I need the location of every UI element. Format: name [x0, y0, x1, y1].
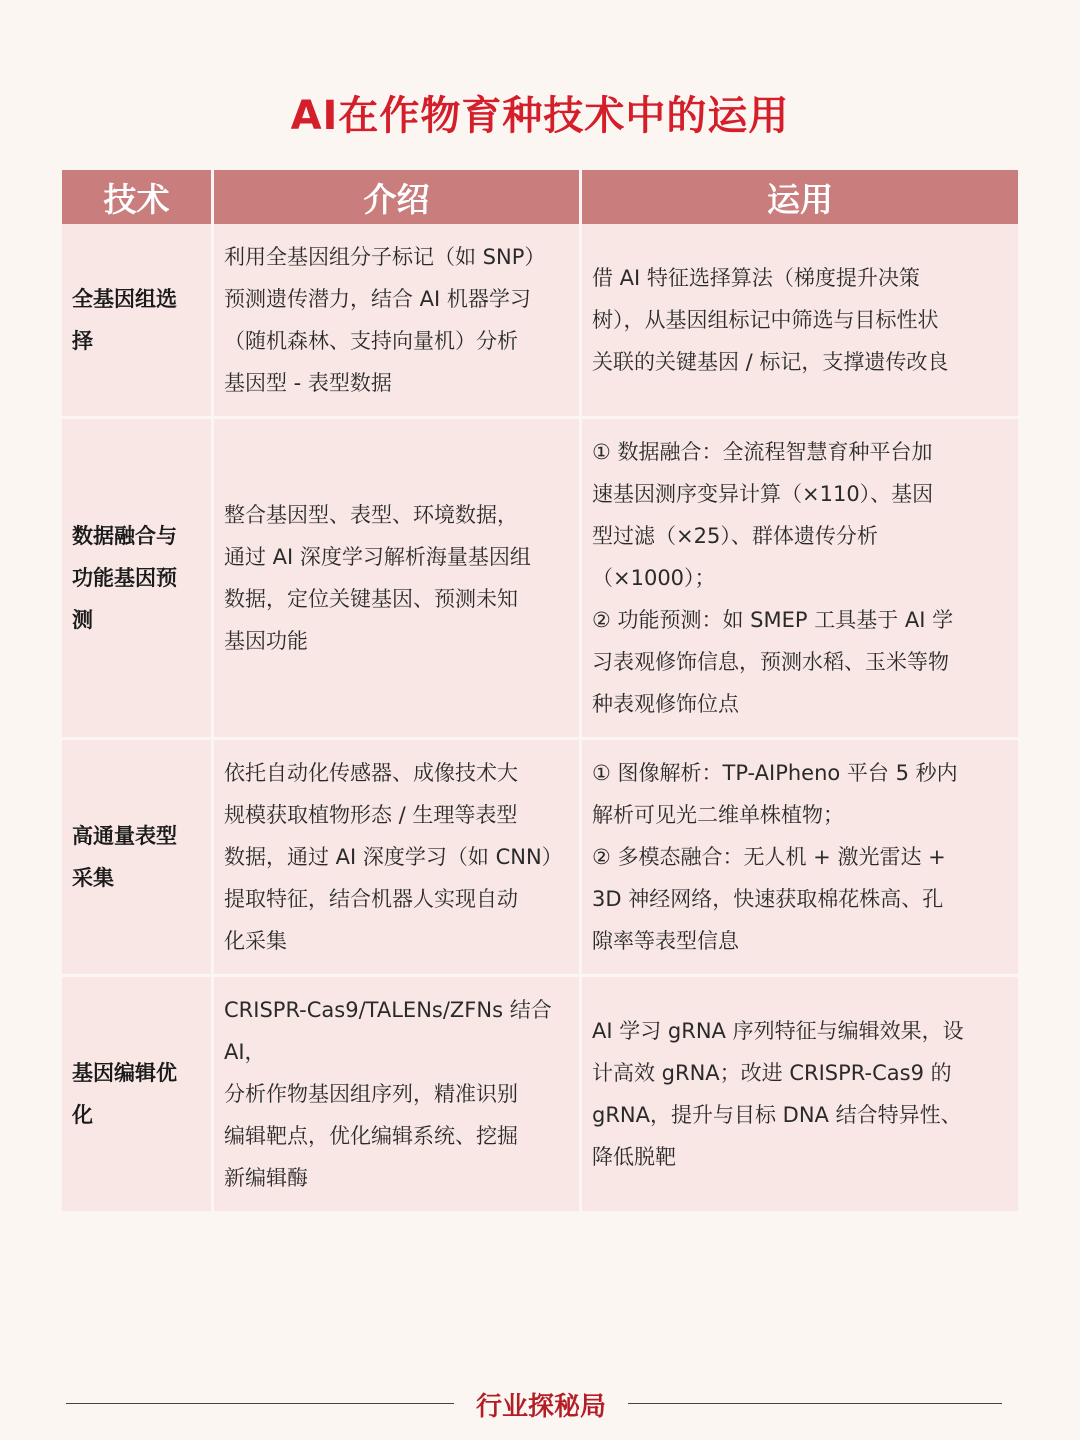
row-2-tech — [62, 416, 214, 737]
row-4-tech — [62, 974, 214, 1211]
header-tech: 技术 — [62, 170, 214, 224]
row-1-tech-text: 全基因组选 择 — [72, 287, 177, 353]
row-1-tech — [62, 224, 214, 416]
row-3-tech — [62, 737, 214, 974]
footer-divider-left — [66, 1403, 454, 1404]
footer-brand: 行业探秘局 — [475, 1392, 606, 1422]
header-intro: 介绍 — [214, 170, 582, 224]
row-4-tech-text: 基因编辑优 化 — [72, 1061, 177, 1127]
table-row — [62, 416, 1018, 737]
row-4-intro: CRISPR-Cas9/TALENs/ZFNs 结合 AI， 分析作物基因组序列，精准识别 编辑靶点，优化编辑系统、挖掘 新编辑酶 — [214, 974, 582, 1211]
header-use: 运用 — [582, 170, 1018, 224]
ai-breeding-table — [62, 170, 1018, 1211]
row-2-tech-text: 数据融合与 功能基因预 测 — [72, 524, 177, 632]
footer-divider-right — [628, 1403, 1002, 1404]
row-1-intro: 利用全基因组分子标记（如 SNP） 预测遗传潜力，结合 AI 机器学习 （随机森林、支持向量机）分析 基因型 - 表型数据 — [214, 224, 582, 416]
row-2-use: ① 数据融合：全流程智慧育种平台加 速基因测序变异计算（×110）、基因 型过滤（×25）、群体遗传分析 （×1000）； ② 功能预测：如 SMEP 工具基于 AI 学 习表观修饰信息，预测水稻、玉米等物 种表观修饰位点 — [582, 416, 1018, 737]
row-1-use: 借 AI 特征选择算法（梯度提升决策 树），从基因组标记中筛选与目标性状 关联的关键基因 / 标记，支撑遗传改良 — [582, 224, 1018, 416]
table-row — [62, 974, 1018, 1211]
row-3-use: ① 图像解析：TP-AIPheno 平台 5 秒内 解析可见光二维单株植物； ② 多模态融合：无人机 + 激光雷达 + 3D 神经网络，快速获取棉花株高、孔 隙率等表型信息 — [582, 737, 1018, 974]
table-header-row — [62, 170, 1018, 224]
row-3-intro: 依托自动化传感器、成像技术大 规模获取植物形态 / 生理等表型 数据，通过 AI 深度学习（如 CNN） 提取特征，结合机器人实现自动 化采集 — [214, 737, 582, 974]
row-3-tech-text: 高通量表型 采集 — [72, 824, 177, 890]
page-title: AI在作物育种技术中的运用 — [290, 93, 790, 139]
row-4-use: AI 学习 gRNA 序列特征与编辑效果，设 计高效 gRNA；改进 CRISPR-Cas9 的 gRNA，提升与目标 DNA 结合特异性、 降低脱靶 — [582, 974, 1018, 1211]
table-row — [62, 224, 1018, 416]
row-2-intro: 整合基因型、表型、环境数据， 通过 AI 深度学习解析海量基因组 数据，定位关键基因、预测未知 基因功能 — [214, 416, 582, 737]
table-row — [62, 737, 1018, 974]
